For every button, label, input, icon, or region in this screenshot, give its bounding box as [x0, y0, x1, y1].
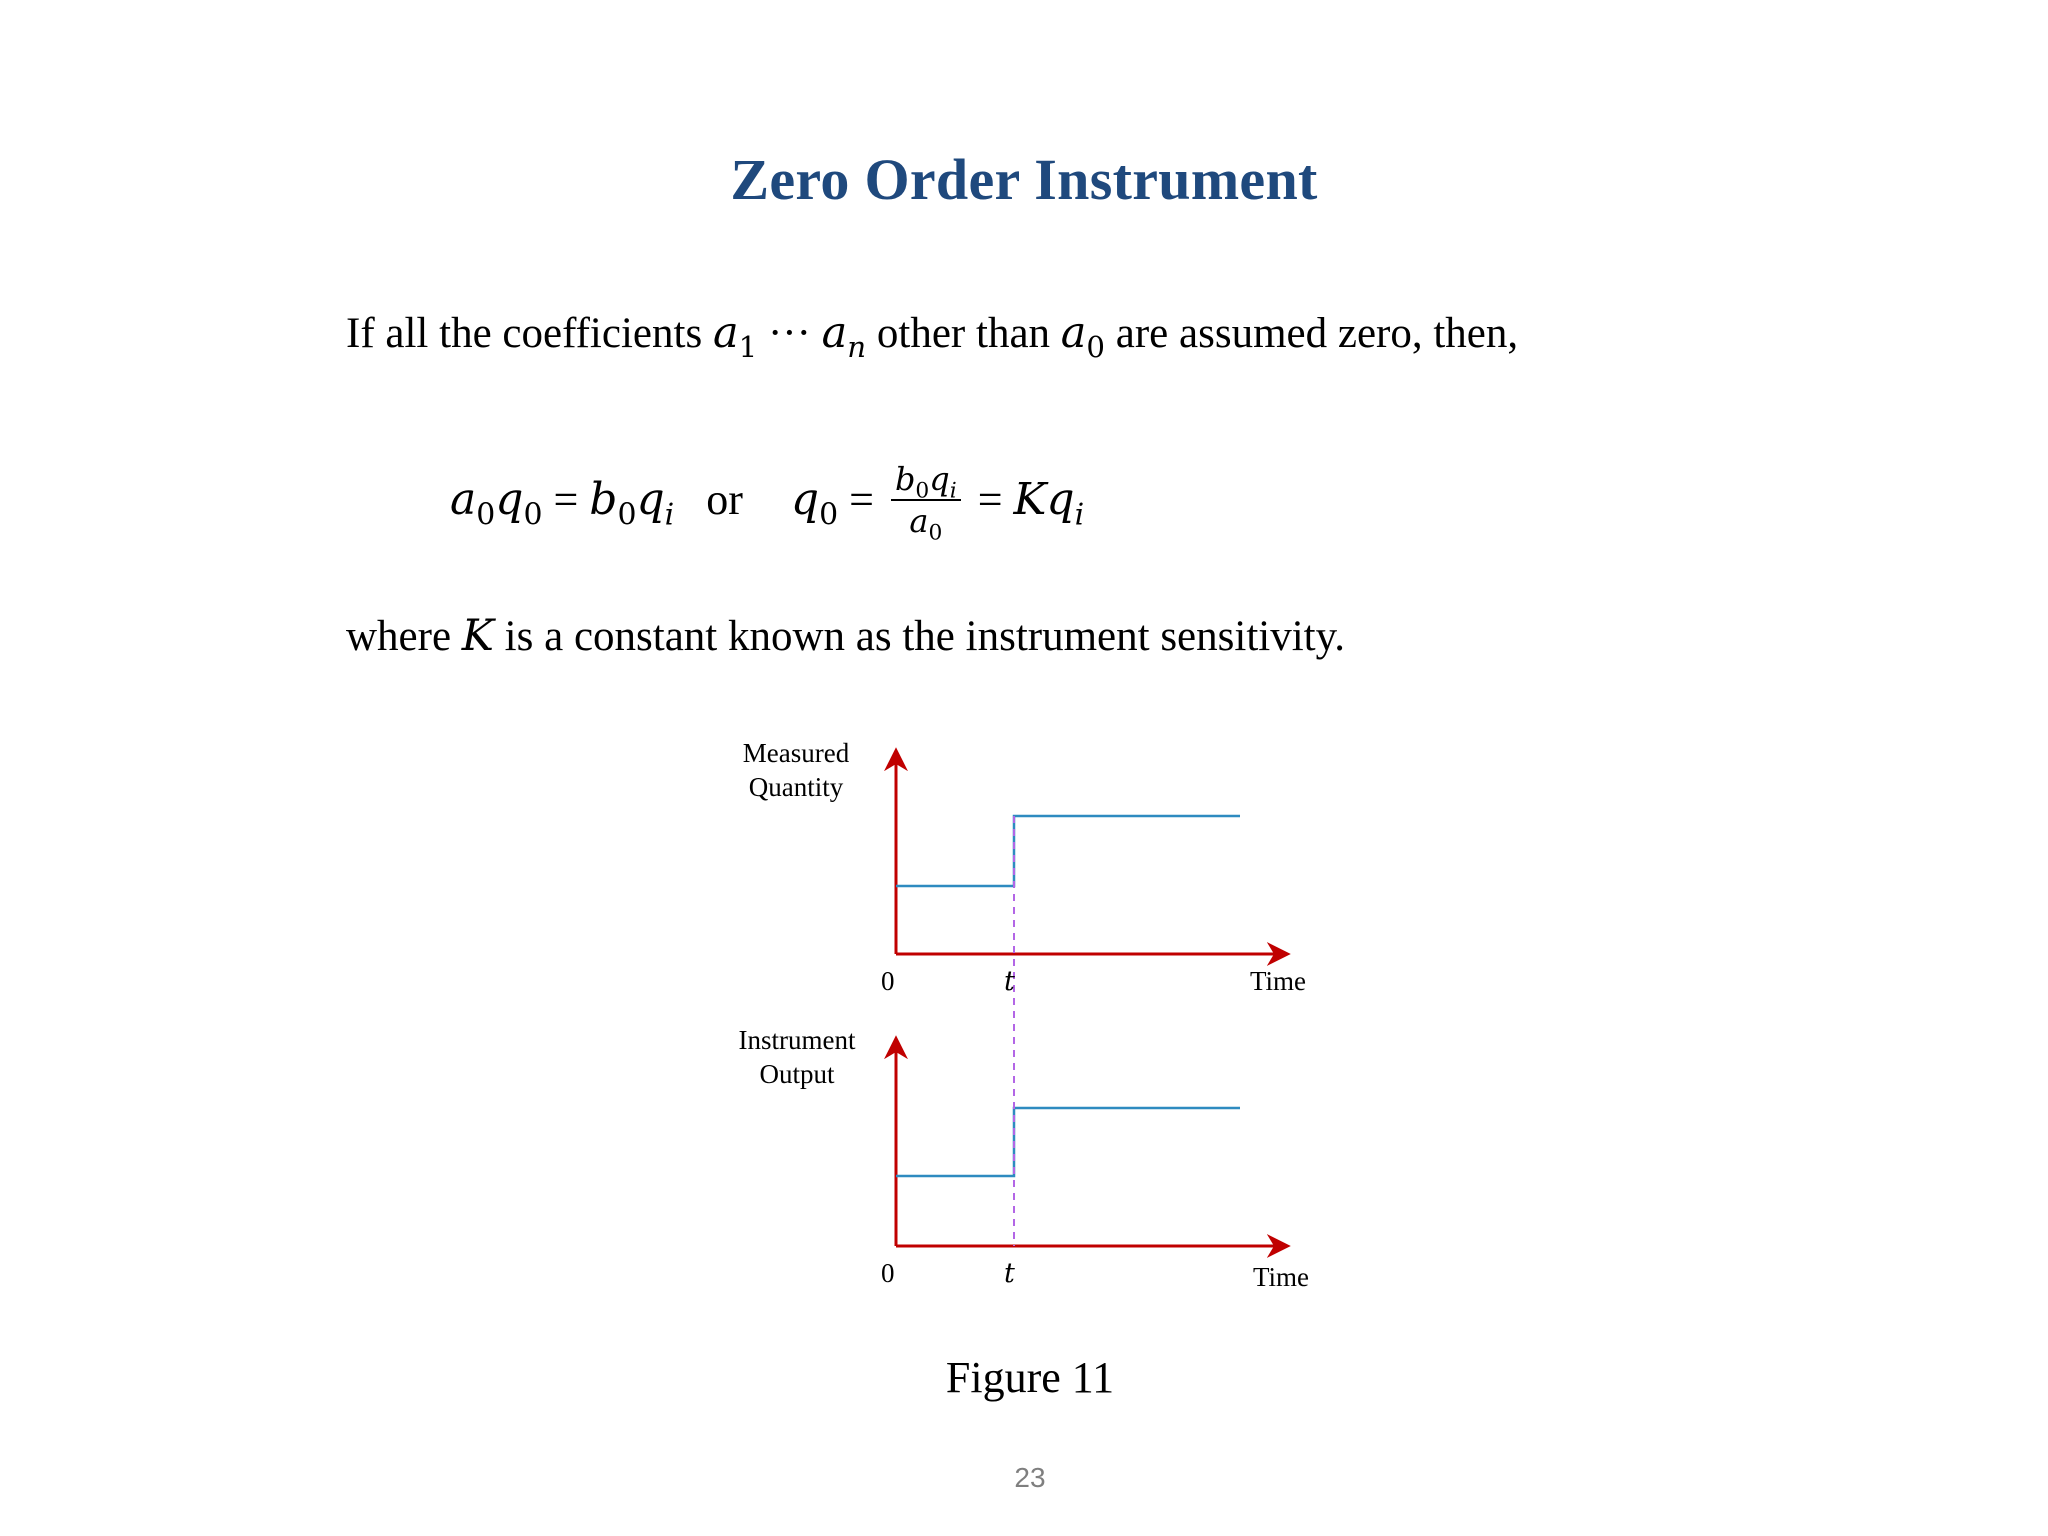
top-plot-xlabel: Time	[1250, 966, 1307, 996]
eq-kqi: $Kq_i$	[1013, 474, 1085, 533]
eq-or: or	[706, 475, 743, 524]
symbol-a0: $a_0$	[1060, 308, 1106, 365]
where-text-2: is a constant known as the instrument sensitivity.	[493, 613, 1346, 660]
eq-rhs: $b_0q_i$	[589, 474, 675, 533]
bottom-plot-origin-label: 0	[881, 1258, 895, 1288]
eq-equals-1: =	[542, 475, 590, 524]
eq-equals-2: =	[838, 475, 885, 524]
fraction-denominator: $a_0$	[909, 502, 943, 546]
figure-caption: Figure 11	[945, 1353, 1115, 1402]
top-plot-origin-label: 0	[881, 966, 895, 996]
slide-title: Zero Order Instrument	[730, 147, 1318, 212]
symbol-k: K	[461, 611, 494, 661]
where-text-1: where	[346, 613, 462, 660]
bottom-plot-ylabel: Instrument Output	[738, 1025, 856, 1089]
intro-text-3: are assumed zero, then,	[1105, 310, 1519, 357]
top-step-signal	[896, 816, 1240, 886]
eq-equals-3: =	[966, 475, 1014, 524]
eq-lhs: $a_0q_0$	[450, 474, 543, 533]
symbol-an: $a_n$	[821, 308, 867, 365]
symbol-a1: $a_1$	[712, 308, 758, 365]
bottom-plot-xlabel: Time	[1253, 1262, 1310, 1292]
top-plot-ylabel: Measured Quantity	[742, 738, 850, 802]
ellipsis: ···	[757, 310, 822, 357]
intro-text-1: If all the coefficients	[346, 310, 713, 357]
bottom-plot-t-label: t	[1004, 1258, 1015, 1289]
eq-q0: $q_0$	[790, 474, 839, 533]
bottom-step-signal	[896, 1108, 1240, 1176]
page-number: 23	[1014, 1462, 1046, 1493]
top-plot-t-label: t	[1004, 966, 1015, 997]
fraction-numerator: $b_0q_i$	[891, 463, 961, 501]
intro-text-2: other than	[866, 310, 1061, 357]
